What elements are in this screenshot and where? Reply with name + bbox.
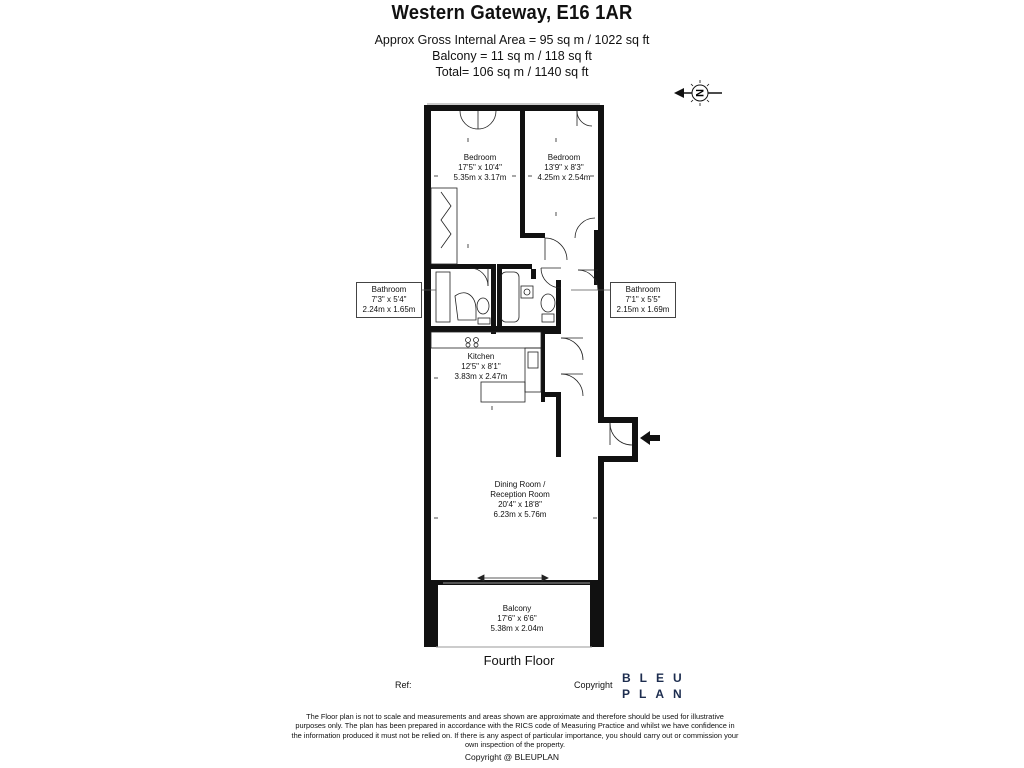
kitchen-label: Kitchen 12'5" x 8'1" 3.83m x 2.47m <box>454 352 508 381</box>
copyright-label: Copyright <box>574 680 613 690</box>
bedroom-2-label: Bedroom 13'9" x 8'3" 4.25m x 2.54m <box>537 153 591 182</box>
bathroom-2-callout: Bathroom 7'1" x 5'5" 2.15m x 1.69m <box>610 282 676 318</box>
compass-icon <box>674 80 722 106</box>
bedroom-1-label: Bedroom 17'5" x 10'4" 5.35m x 3.17m <box>453 153 507 182</box>
dining-reception-label: Dining Room / Reception Room 20'4" x 18'8" 6.23m x 5.76m <box>490 480 550 519</box>
ref-label: Ref: <box>395 680 412 690</box>
compass-letter: N <box>693 89 705 97</box>
entrance-arrow-icon <box>640 431 660 445</box>
total-area-text: Total= 106 sq m / 1140 sq ft <box>435 65 589 79</box>
bleuplan-logo: BLEU PLAN <box>622 671 691 701</box>
floor-label: Fourth Floor <box>483 653 555 668</box>
balcony-area-text: Balcony = 11 sq m / 118 sq ft <box>432 49 592 63</box>
disclaimer-text: The Floor plan is not to scale and measurements and areas shown are approximate and therefore should be used for illustrative purposes only. The plan has been prepared in accordance with the RICS code of Measuring Practice and whilst we have confidence in the information produced it must not be relied on. If there is any aspect of particular importance, you should carry out or commission your own inspection of the property. <box>291 712 739 750</box>
copyright-line: Copyright @ BLEUPLAN <box>464 752 560 762</box>
wardrobe <box>431 188 457 264</box>
gross-area-text: Approx Gross Internal Area = 95 sq m / 1022 sq ft <box>374 33 650 47</box>
page-title: Western Gateway, E16 1AR <box>391 2 633 24</box>
bathroom-1-callout: Bathroom 7'3" x 5'4" 2.24m x 1.65m <box>356 282 422 318</box>
balcony-label: Balcony 17'6" x 6'6" 5.38m x 2.04m <box>490 604 544 633</box>
